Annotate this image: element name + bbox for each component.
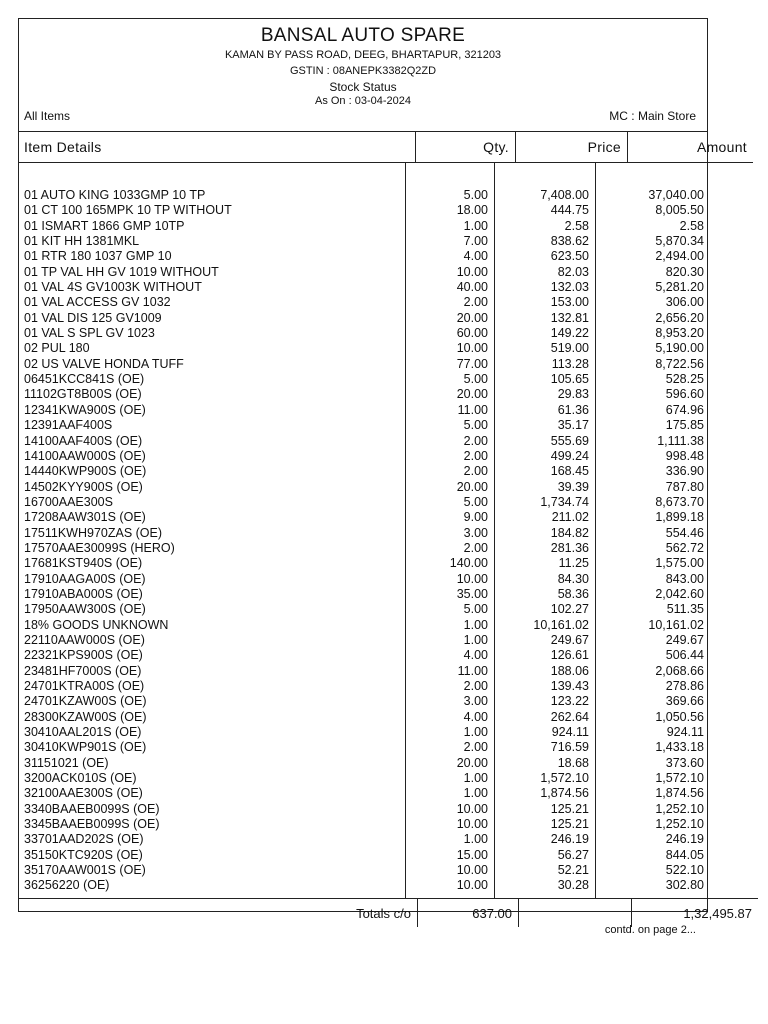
item-price: 39.39 — [557, 479, 589, 494]
item-qty: 11.00 — [457, 663, 488, 678]
item-amount: 37,040.00 — [648, 188, 704, 202]
store-name: MC : Main Store — [609, 109, 696, 123]
item-qty: 10.00 — [456, 264, 488, 279]
column-qty: Qty. — [416, 131, 516, 163]
item-name: 12341KWA900S (OE) — [24, 402, 146, 417]
totals-amount: 1,32,495.87 — [632, 899, 759, 928]
item-amount: 175.85 — [665, 418, 704, 433]
item-qty: 10.00 — [456, 878, 488, 893]
item-name: 24701KZAW00S (OE) — [24, 694, 147, 709]
item-qty: 3.00 — [463, 525, 488, 540]
item-price: 153.00 — [550, 295, 589, 310]
item-price: 56.27 — [557, 847, 589, 862]
item-amount: 1,572.10 — [655, 771, 704, 786]
item-qty: 1.00 — [463, 632, 488, 647]
column-price: Price — [516, 131, 628, 163]
item-qty: 15.00 — [456, 847, 488, 862]
totals-row — [19, 898, 758, 927]
item-price: 168.45 — [550, 464, 589, 479]
item-name: 31151021 (OE) — [24, 755, 109, 770]
item-amount: 844.05 — [665, 847, 704, 862]
item-amount: 998.48 — [665, 448, 704, 463]
company-address: KAMAN BY PASS ROAD, DEEG, BHARTAPUR, 321203 — [224, 49, 502, 61]
as-on-date: As On : 03-04-2024 — [314, 95, 411, 107]
item-price: 125.21 — [550, 817, 589, 832]
item-price: 2.58 — [564, 218, 589, 233]
item-amount: 246.19 — [665, 832, 704, 847]
item-price: 123.22 — [550, 694, 589, 709]
item-price: 82.03 — [557, 264, 589, 279]
item-name: 17570AAE30099S (HERO) — [24, 540, 175, 555]
item-amount: 5,190.00 — [655, 341, 704, 356]
item-amount: 2.58 — [679, 218, 704, 233]
item-qty: 18.00 — [456, 203, 488, 218]
item-amount: 554.46 — [665, 525, 704, 540]
item-price: 35.17 — [557, 418, 589, 433]
item-amount: 1,111.38 — [657, 433, 704, 448]
item-qty: 10.00 — [456, 341, 488, 356]
item-name: 3340BAAEB0099S (OE) — [24, 801, 160, 816]
gstin-number: GSTIN : 08ANEPK3382Q2ZD — [289, 65, 437, 77]
item-amount: 2,494.00 — [655, 249, 704, 264]
item-qty: 1.00 — [463, 832, 488, 847]
item-qty: 5.00 — [463, 188, 488, 202]
item-amount: 1,575.00 — [655, 556, 704, 571]
item-price: 102.27 — [550, 602, 589, 617]
item-amount: 10,161.02 — [648, 617, 704, 632]
item-qty: 5.00 — [463, 418, 488, 433]
company-name: BANSAL AUTO SPARE — [260, 25, 466, 46]
item-qty: 4.00 — [463, 648, 488, 663]
item-price: 10,161.02 — [533, 617, 589, 632]
item-qty: 20.00 — [456, 755, 488, 770]
item-price: 623.50 — [550, 249, 589, 264]
item-amount: 506.44 — [665, 648, 704, 663]
totals-price — [519, 899, 632, 928]
item-amount: 1,874.56 — [655, 786, 704, 801]
item-price: 249.67 — [550, 632, 589, 647]
item-name: 30410KWP901S (OE) — [24, 740, 147, 755]
item-qty: 2.00 — [463, 433, 488, 448]
item-price: 499.24 — [550, 448, 589, 463]
item-price: 211.02 — [551, 510, 589, 525]
item-amount: 674.96 — [665, 402, 704, 417]
item-qty: 9.00 — [463, 510, 488, 525]
item-price: 555.69 — [550, 433, 589, 448]
qty-column — [406, 188, 494, 894]
column-amount: Amount — [628, 131, 754, 163]
item-amount: 2,042.60 — [655, 586, 704, 601]
amount-column — [596, 188, 710, 894]
item-name: 36256220 (OE) — [24, 878, 110, 893]
item-qty: 4.00 — [463, 709, 488, 724]
item-amount: 306.00 — [665, 295, 704, 310]
item-name: 18% GOODS UNKNOWN — [24, 617, 169, 632]
item-amount: 336.90 — [665, 464, 704, 479]
item-qty: 77.00 — [456, 356, 488, 371]
item-price: 262.64 — [550, 709, 589, 724]
item-name: 35170AAW001S (OE) — [24, 863, 146, 878]
item-name: 11102GT8B00S (OE) — [24, 387, 142, 402]
item-price: 519.00 — [550, 341, 589, 356]
report-header — [19, 19, 707, 132]
item-amount: 278.86 — [665, 679, 704, 693]
item-qty: 2.00 — [463, 464, 488, 479]
item-price: 149.22 — [550, 326, 589, 341]
item-name: 24701KTRA00S (OE) — [24, 679, 145, 693]
item-amount: 511.35 — [666, 602, 704, 617]
item-amount: 843.00 — [665, 571, 704, 586]
price-column — [495, 188, 595, 894]
item-name: 01 AUTO KING 1033GMP 10 TP — [24, 188, 206, 202]
item-qty: 3.00 — [463, 694, 488, 709]
item-price: 84.30 — [557, 571, 589, 586]
item-amount: 596.60 — [665, 387, 704, 402]
item-amount: 5,281.20 — [655, 280, 704, 295]
item-name: 17910AAGA00S (OE) — [24, 571, 146, 586]
item-price: 132.81 — [550, 310, 589, 325]
item-amount: 369.66 — [665, 694, 704, 709]
item-qty: 2.00 — [463, 295, 488, 310]
item-price: 188.06 — [550, 663, 589, 678]
item-qty: 2.00 — [463, 679, 488, 693]
item-name: 01 KIT HH 1381MKL — [24, 234, 140, 249]
item-price: 105.65 — [550, 372, 589, 387]
item-name: 14100AAW000S (OE) — [24, 448, 146, 463]
item-qty: 5.00 — [463, 494, 488, 509]
item-amount: 8,673.70 — [655, 494, 704, 509]
item-name: 17950AAW300S (OE) — [24, 602, 146, 617]
item-price: 18.68 — [557, 755, 589, 770]
item-price: 184.82 — [550, 525, 589, 540]
item-name: 22110AAW000S (OE) — [24, 632, 145, 647]
column-item-details: Item Details — [19, 131, 416, 163]
item-price: 246.19 — [550, 832, 589, 847]
item-price: 7,408.00 — [540, 188, 589, 202]
item-price: 139.43 — [550, 679, 589, 693]
item-qty: 2.00 — [463, 540, 488, 555]
item-qty: 2.00 — [463, 448, 488, 463]
item-qty: 35.00 — [456, 586, 488, 601]
item-amount: 787.80 — [665, 479, 704, 494]
continuation-note: contd. on page 2... — [604, 924, 696, 936]
item-amount: 2,656.20 — [655, 310, 704, 325]
item-price: 924.11 — [551, 725, 589, 740]
item-name: 3200ACK010S (OE) — [24, 771, 137, 786]
item-name: 28300KZAW00S (OE) — [24, 709, 147, 724]
item-name: 23481HF7000S (OE) — [24, 663, 142, 678]
item-name: 01 VAL S SPL GV 1023 — [24, 326, 155, 341]
item-price: 444.75 — [550, 203, 589, 218]
item-qty: 20.00 — [456, 310, 488, 325]
item-amount: 8,722.56 — [655, 356, 704, 371]
item-qty: 10.00 — [456, 817, 488, 832]
item-name: 17511KWH970ZAS (OE) — [24, 525, 163, 540]
item-qty: 1.00 — [463, 617, 488, 632]
totals-label: Totals c/o — [19, 899, 418, 928]
item-qty: 4.00 — [463, 249, 488, 264]
item-name: 06451KCC841S (OE) — [24, 372, 145, 387]
item-qty: 7.00 — [463, 234, 488, 249]
item-price: 838.62 — [550, 234, 589, 249]
item-amount: 1,252.10 — [655, 817, 704, 832]
item-name: 17208AAW301S (OE) — [24, 510, 146, 525]
item-price: 716.59 — [550, 740, 589, 755]
item-name: 14440KWP900S (OE) — [24, 464, 147, 479]
item-amount: 8,005.50 — [655, 203, 704, 218]
item-scope: All Items — [24, 109, 71, 123]
item-qty: 1.00 — [463, 218, 488, 233]
item-price: 113.28 — [551, 356, 589, 371]
item-price: 11.25 — [558, 556, 589, 571]
item-name: 02 US VALVE HONDA TUFF — [24, 356, 184, 371]
item-qty: 40.00 — [456, 280, 488, 295]
item-amount: 373.60 — [665, 755, 704, 770]
item-price: 1,874.56 — [540, 786, 589, 801]
item-qty: 140.00 — [449, 556, 488, 571]
totals-qty: 637.00 — [418, 899, 519, 928]
item-name: 30410AAL201S (OE) — [24, 725, 142, 740]
stock-table-body — [19, 163, 710, 898]
item-amount: 528.25 — [665, 372, 704, 387]
item-price: 125.21 — [550, 801, 589, 816]
item-name: 01 VAL ACCESS GV 1032 — [24, 295, 171, 310]
item-details-column — [19, 188, 405, 894]
item-name: 02 PUL 180 — [24, 341, 90, 356]
item-price: 1,572.10 — [540, 771, 589, 786]
item-name: 17681KST940S (OE) — [24, 556, 143, 571]
item-qty: 10.00 — [456, 801, 488, 816]
item-qty: 5.00 — [463, 372, 488, 387]
item-amount: 5,870.34 — [655, 234, 704, 249]
item-name: 12391AAF400S — [24, 418, 113, 433]
item-qty: 2.00 — [463, 740, 488, 755]
item-qty: 11.00 — [457, 402, 488, 417]
item-amount: 1,433.18 — [655, 740, 704, 755]
item-qty: 10.00 — [456, 571, 488, 586]
item-name: 22321KPS900S (OE) — [24, 648, 143, 663]
item-name: 32100AAE300S (OE) — [24, 786, 143, 801]
item-amount: 522.10 — [665, 863, 704, 878]
item-qty: 1.00 — [463, 725, 488, 740]
item-qty: 10.00 — [456, 863, 488, 878]
item-name: 01 ISMART 1866 GMP 10TP — [24, 218, 185, 233]
item-name: 16700AAE300S — [24, 494, 113, 509]
item-amount: 302.80 — [665, 878, 704, 893]
report-title: Stock Status — [329, 80, 397, 94]
item-name: 01 VAL 4S GV1003K WITHOUT — [24, 280, 202, 295]
item-price: 61.36 — [557, 402, 589, 417]
item-name: 14502KYY900S (OE) — [24, 479, 143, 494]
item-price: 126.61 — [550, 648, 589, 663]
item-price: 29.83 — [557, 387, 589, 402]
item-amount: 562.72 — [665, 540, 704, 555]
item-price: 132.03 — [550, 280, 589, 295]
item-amount: 249.67 — [665, 632, 704, 647]
item-price: 281.36 — [550, 540, 589, 555]
item-name: 01 RTR 180 1037 GMP 10 — [24, 249, 172, 264]
item-name: 14100AAF400S (OE) — [24, 433, 143, 448]
item-amount: 924.11 — [666, 725, 704, 740]
item-amount: 1,252.10 — [655, 801, 704, 816]
item-amount: 820.30 — [665, 264, 704, 279]
item-qty: 20.00 — [456, 479, 488, 494]
item-name: 33701AAD202S (OE) — [24, 832, 144, 847]
item-name: 01 VAL DIS 125 GV1009 — [24, 310, 162, 325]
item-name: 35150KTC920S (OE) — [24, 847, 143, 862]
stock-status-report — [18, 18, 752, 921]
item-price: 1,734.74 — [540, 494, 589, 509]
item-name: 3345BAAEB0099S (OE) — [24, 817, 160, 832]
item-price: 58.36 — [557, 586, 589, 601]
item-amount: 1,050.56 — [655, 709, 704, 724]
item-amount: 1,899.18 — [655, 510, 704, 525]
item-qty: 60.00 — [456, 326, 488, 341]
item-name: 01 TP VAL HH GV 1019 WITHOUT — [24, 264, 219, 279]
item-amount: 8,953.20 — [655, 326, 704, 341]
column-header-row — [19, 131, 753, 163]
item-qty: 1.00 — [463, 771, 488, 786]
item-name: 17910ABA000S (OE) — [24, 586, 143, 601]
item-price: 30.28 — [557, 878, 589, 893]
item-qty: 20.00 — [456, 387, 488, 402]
item-name: 01 CT 100 165MPK 10 TP WITHOUT — [24, 203, 232, 218]
item-qty: 5.00 — [463, 602, 488, 617]
item-amount: 2,068.66 — [655, 663, 704, 678]
item-qty: 1.00 — [463, 786, 488, 801]
item-price: 52.21 — [557, 863, 589, 878]
